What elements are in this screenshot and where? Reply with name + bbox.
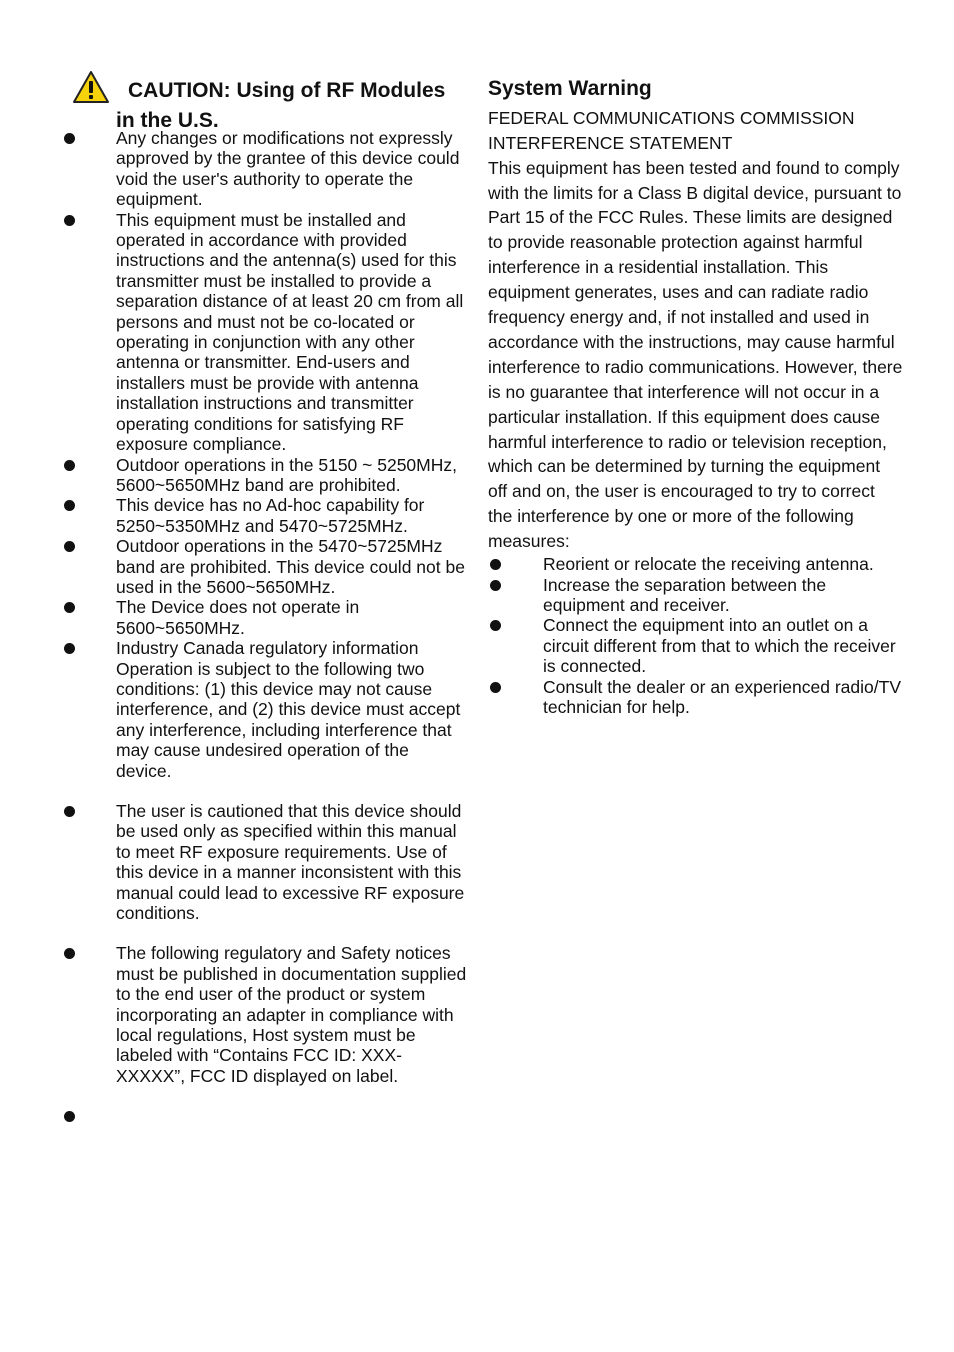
left-column (58, 68, 468, 1126)
bullet-icon (490, 580, 501, 591)
list-spacer (58, 923, 468, 943)
list-item-text: Any changes or modifications not expressly approved by the grantee of this device could void the user's authority to operate the equipment. (116, 128, 460, 210)
list-item-text: Outdoor operations in the 5150 ~ 5250MHz, 5600~5650MHz band are prohibited. (116, 454, 457, 495)
fcc-statement-heading (488, 106, 903, 156)
bullet-icon (490, 682, 501, 693)
list-item-text: Outdoor operations in the 5470~5725MHz band are prohibited. This device could not be used in the 5600~5650MHz. (116, 536, 465, 597)
list-item (58, 943, 468, 1086)
bullet-icon (64, 460, 75, 471)
list-item-text: Consult the dealer or an experienced radio/TV technician for help. (543, 676, 901, 717)
list-item (488, 615, 903, 676)
list-spacer (58, 1086, 468, 1106)
bullet-icon (64, 1111, 75, 1122)
measures-bullet-list (488, 554, 903, 717)
list-item (58, 597, 468, 638)
fcc-heading-line1: FEDERAL COMMUNICATIONS COMMISSION (488, 108, 855, 128)
bullet-icon (64, 541, 75, 552)
list-item-text: Increase the separation between the equipment and receiver. (543, 574, 827, 615)
bullet-icon (64, 602, 75, 613)
list-item (488, 554, 903, 574)
caution-title-line1: CAUTION: Using of RF Modules (128, 79, 446, 102)
list-item (58, 495, 468, 536)
list-spacer (58, 781, 468, 801)
bullet-icon (64, 806, 75, 817)
list-item-text: Industry Canada regulatory information Operation is subject to the following two conditions: (1) this device may not cause interference, and (2) this device must accept any interference, including interference that may cause undesired operation of the device. (116, 638, 461, 781)
bullet-icon (64, 133, 75, 144)
list-item (58, 638, 468, 781)
caution-heading (58, 68, 468, 132)
fcc-heading-line2: INTERFERENCE STATEMENT (488, 132, 733, 153)
bullet-icon (64, 215, 75, 226)
list-item (488, 575, 903, 616)
list-item (488, 677, 903, 718)
list-item-text: Reorient or relocate the receiving antenna. (543, 554, 874, 575)
list-item-text: This device has no Ad-hoc capability for 5250~5350MHz and 5470~5725MHz. (116, 495, 425, 536)
list-item (58, 128, 468, 210)
right-column (488, 74, 903, 717)
bullet-icon (490, 620, 501, 631)
list-item (58, 455, 468, 496)
list-item-text: This equipment must be installed and operated in accordance with provided instructions and the antenna(s) used for this transmitter must be installed to provide a separation distance of at least 20 cm from all persons and must not be co-located or operating in conjunction with any other antenna or transmitter. End-users and installers must be provide with antenna installation instructions and transmitter operating conditions for satisfying RF exposure compliance. (116, 209, 464, 455)
list-item-text: The following regulatory and Safety notices must be published in documentation supplied to the end user of the product or system incorporating an adapter in compliance with local regulations, Host system must be labeled with “Contains FCC ID: XXX-XXXXX”, FCC ID displayed on label. (116, 943, 467, 1086)
list-item-text: The user is cautioned that this device should be used only as specified within this manual to meet RF exposure requirements. Use of this device in a manner inconsistent with this manual could lead to excessive RF exposure conditions. (116, 801, 465, 924)
system-warning-title: System Warning (488, 77, 652, 100)
caution-title-line2: in the U.S. (116, 109, 219, 132)
warning-triangle-icon (72, 70, 110, 104)
bullet-icon (64, 948, 75, 959)
bullet-icon (64, 643, 75, 654)
fcc-statement-body: This equipment has been tested and found to comply with the limits for a Class B digital device, pursuant to Part 15 of the FCC Rules. These limits are designed to provide reasonable protection against harmful interference in a residential installation. This equipment generates, uses and can radiate radio frequency energy and, if not installed and used in accordance with the instructions, may cause harmful interference to radio communications. However, there is no guarantee that interference will not occur in a particular installation. If this equipment does cause harmful interference to radio or television reception, which can be determined by turning the equipment off and on, the user is encouraged to try to correct the interference by one or more of the following measures: (488, 157, 903, 552)
list-item (58, 801, 468, 923)
bullet-icon (490, 559, 501, 570)
list-item (58, 1106, 468, 1126)
list-item (58, 210, 468, 455)
caution-title (116, 76, 466, 136)
list-item-text: The Device does not operate in 5600~5650MHz. (116, 597, 360, 638)
caution-bullet-list (58, 128, 468, 1126)
list-item (58, 536, 468, 597)
list-item-text: Connect the equipment into an outlet on a circuit different from that to which the receiver is connected. (543, 615, 896, 677)
bullet-icon (64, 500, 75, 511)
